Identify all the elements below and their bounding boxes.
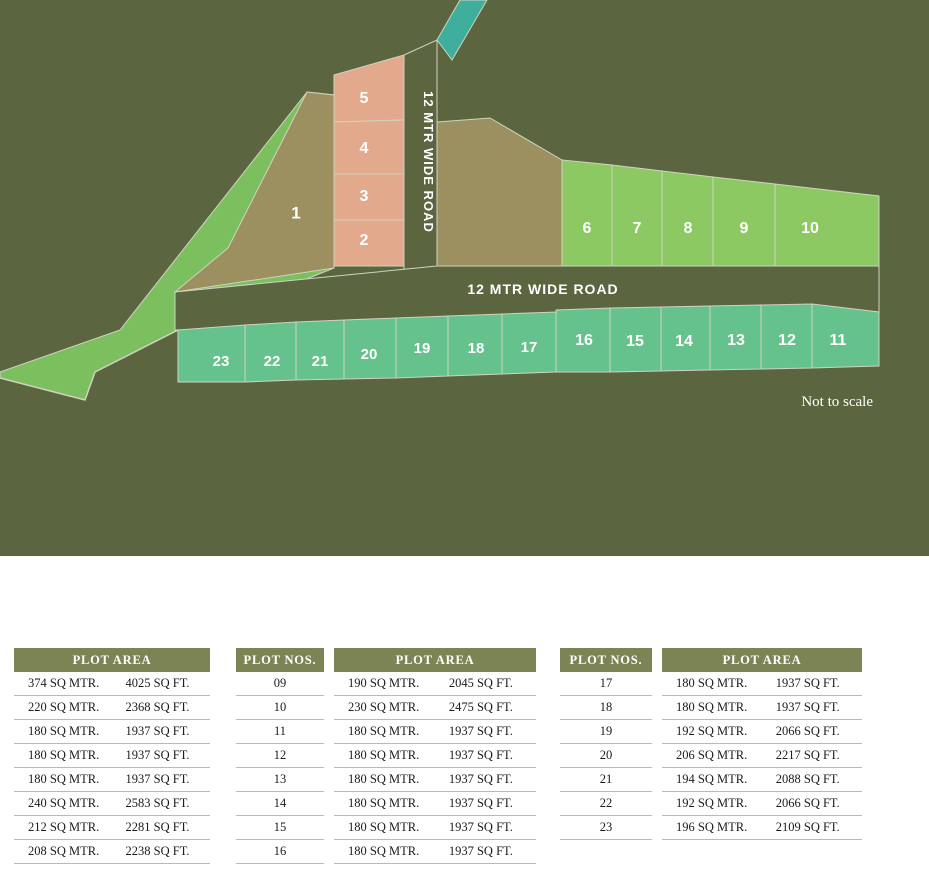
- plot-shape-7: [612, 165, 662, 266]
- plot-number-7[interactable]: 7: [632, 220, 642, 238]
- table-row: [14, 840, 210, 864]
- plot-number-17[interactable]: 17: [520, 338, 538, 356]
- plot-area-sqm: 194 SQ MTR.: [662, 768, 774, 792]
- plot-area-sqm: 208 SQ MTR.: [14, 840, 124, 864]
- road-label-horizontal: 12 MTR WIDE ROAD: [467, 281, 619, 297]
- plot-shape-21: [296, 320, 344, 380]
- plot-shape-6: [562, 160, 612, 266]
- plot-area-sqm: 180 SQ MTR.: [662, 672, 774, 696]
- plot-no: 19: [560, 720, 652, 744]
- plot-area-sqm: 180 SQ MTR.: [334, 744, 447, 768]
- table-row: [662, 792, 862, 816]
- plot-area-sqft: 1937 SQ FT.: [447, 768, 536, 792]
- table-row: [560, 720, 652, 744]
- table-body-4: [560, 672, 652, 840]
- plot-number-20[interactable]: 20: [360, 345, 378, 363]
- plot-area-sqft: 2281 SQ FT.: [124, 816, 210, 840]
- plot-area-sqft: 1937 SQ FT.: [447, 792, 536, 816]
- table-row: [334, 744, 536, 768]
- plot-area-sqft: 2045 SQ FT.: [447, 672, 536, 696]
- table-row: [236, 840, 324, 864]
- plot-number-9[interactable]: 9: [739, 220, 749, 238]
- plot-shape-23: [178, 325, 245, 382]
- plot-area-sqm: 180 SQ MTR.: [14, 768, 124, 792]
- plot-area-sqm: 180 SQ MTR.: [334, 720, 447, 744]
- table-row: [560, 744, 652, 768]
- plot-number-4[interactable]: 4: [359, 140, 369, 158]
- scale-note: Not to scale: [801, 394, 873, 410]
- table-row: [14, 744, 210, 768]
- table-body-3: [334, 672, 536, 864]
- plot-area-tables: [0, 556, 929, 888]
- plot-area-sqft: 1937 SQ FT.: [447, 720, 536, 744]
- table-row: [662, 744, 862, 768]
- plot-area-sqm: 180 SQ MTR.: [334, 816, 447, 840]
- table-row: [662, 696, 862, 720]
- table-row: [334, 720, 536, 744]
- plot-area-sqft: 2583 SQ FT.: [124, 792, 210, 816]
- plot-number-13[interactable]: 13: [727, 332, 745, 350]
- plot-area-sqm: 230 SQ MTR.: [334, 696, 447, 720]
- table-row: [560, 816, 652, 840]
- table-row: [236, 816, 324, 840]
- plot-no: 23: [560, 816, 652, 840]
- plot-number-1[interactable]: 1: [291, 203, 301, 223]
- plot-area-sqm: 220 SQ MTR.: [14, 696, 124, 720]
- table-row: [662, 672, 862, 696]
- plot-number-18[interactable]: 18: [467, 339, 485, 357]
- plot-number-22[interactable]: 22: [263, 352, 281, 370]
- table-header-plot-area: PLOT AREA: [14, 648, 210, 672]
- table-row: [560, 696, 652, 720]
- table-row: [236, 768, 324, 792]
- plot-no: 15: [236, 816, 324, 840]
- plot-no: 09: [236, 672, 324, 696]
- plot-no: 11: [236, 720, 324, 744]
- plot-number-15[interactable]: 15: [626, 333, 644, 351]
- table-plot-area-2: [334, 648, 536, 864]
- plot-number-14[interactable]: 14: [675, 333, 693, 351]
- plot-area-sqm: 212 SQ MTR.: [14, 816, 124, 840]
- plot-number-11[interactable]: 11: [829, 332, 847, 350]
- plot-area-sqft: 1937 SQ FT.: [124, 768, 210, 792]
- plot-area-sqm: 190 SQ MTR.: [334, 672, 447, 696]
- plot-no: 13: [236, 768, 324, 792]
- plot-number-5[interactable]: 5: [359, 90, 369, 108]
- plot-area-sqm: 180 SQ MTR.: [662, 696, 774, 720]
- plot-no: 17: [560, 672, 652, 696]
- table-plot-area-3: [662, 648, 862, 840]
- table-plot-nos-2: [560, 648, 652, 840]
- table-row: [334, 816, 536, 840]
- table-row: [662, 816, 862, 840]
- table-body-2: [236, 672, 324, 864]
- table-plot-area-1: [14, 648, 210, 864]
- table-body-1: [14, 672, 210, 864]
- plot-no: 18: [560, 696, 652, 720]
- table-row: [236, 720, 324, 744]
- table-row: [14, 768, 210, 792]
- plot-area-sqm: 206 SQ MTR.: [662, 744, 774, 768]
- table-row: [560, 792, 652, 816]
- table-body-5: [662, 672, 862, 840]
- plot-number-3[interactable]: 3: [359, 188, 369, 206]
- table-row: [14, 720, 210, 744]
- plot-area-sqft: 1937 SQ FT.: [124, 744, 210, 768]
- plot-area-sqm: 240 SQ MTR.: [14, 792, 124, 816]
- plot-area-sqm: 192 SQ MTR.: [662, 720, 774, 744]
- table-header-plot-area: PLOT AREA: [662, 648, 862, 672]
- table-row: [662, 768, 862, 792]
- plot-area-sqm: 180 SQ MTR.: [334, 840, 447, 864]
- plot-no: 21: [560, 768, 652, 792]
- table-row: [560, 672, 652, 696]
- plot-area-sqm: 192 SQ MTR.: [662, 792, 774, 816]
- plot-number-23[interactable]: 23: [212, 352, 230, 370]
- table-row: [334, 840, 536, 864]
- plot-area-sqft: 2475 SQ FT.: [447, 696, 536, 720]
- table-header-plot-nos: PLOT NOS.: [560, 648, 652, 672]
- plot-number-2[interactable]: 2: [359, 232, 369, 250]
- plot-number-8[interactable]: 8: [683, 220, 693, 238]
- table-row: [662, 720, 862, 744]
- plot-shape-8: [662, 171, 713, 266]
- table-row: [14, 816, 210, 840]
- plot-area-sqft: 1937 SQ FT.: [447, 744, 536, 768]
- table-row: [334, 672, 536, 696]
- table-row: [334, 696, 536, 720]
- plot-number-12[interactable]: 12: [778, 332, 796, 350]
- table-row: [334, 792, 536, 816]
- table-row: [236, 792, 324, 816]
- table-row: [560, 768, 652, 792]
- plot-no: 16: [236, 840, 324, 864]
- plot-no: 14: [236, 792, 324, 816]
- plot-number-6[interactable]: 6: [582, 220, 592, 238]
- plot-area-sqm: 374 SQ MTR.: [14, 672, 124, 696]
- plot-area-sqm: 180 SQ MTR.: [334, 792, 447, 816]
- table-row: [14, 792, 210, 816]
- plot-shape-2: [334, 220, 404, 266]
- plot-number-19[interactable]: 19: [413, 339, 431, 357]
- table-row: [14, 672, 210, 696]
- plot-area-sqft: 2066 SQ FT.: [774, 720, 862, 744]
- plot-shape-10: [775, 184, 879, 266]
- plot-area-sqft: 2109 SQ FT.: [774, 816, 862, 840]
- table-row: [236, 696, 324, 720]
- plot-area-sqft: 1937 SQ FT.: [124, 720, 210, 744]
- plot-area-sqft: 1937 SQ FT.: [774, 696, 862, 720]
- plot-area-sqm: 180 SQ MTR.: [14, 720, 124, 744]
- road-label-vertical: 12 MTR WIDE ROAD: [421, 91, 436, 233]
- plot-area-sqft: 2217 SQ FT.: [774, 744, 862, 768]
- table-row: [236, 672, 324, 696]
- plot-shape-4: [334, 120, 404, 174]
- plot-area-sqft: 2238 SQ FT.: [124, 840, 210, 864]
- table-header-plot-area: PLOT AREA: [334, 648, 536, 672]
- plot-shape-3: [334, 174, 404, 220]
- plot-area-sqft: 2088 SQ FT.: [774, 768, 862, 792]
- table-row: [14, 696, 210, 720]
- plot-area-sqft: 4025 SQ FT.: [124, 672, 210, 696]
- plot-area-sqft: 1937 SQ FT.: [447, 840, 536, 864]
- plot-area-sqft: 2368 SQ FT.: [124, 696, 210, 720]
- plot-area-sqm: 180 SQ MTR.: [334, 768, 447, 792]
- plot-number-16[interactable]: 16: [575, 332, 593, 350]
- plot-area-sqm: 196 SQ MTR.: [662, 816, 774, 840]
- plot-no: 20: [560, 744, 652, 768]
- table-row: [334, 768, 536, 792]
- plot-area-sqft: 2066 SQ FT.: [774, 792, 862, 816]
- plot-area-sqm: 180 SQ MTR.: [14, 744, 124, 768]
- table-header-plot-nos: PLOT NOS.: [236, 648, 324, 672]
- plot-area-sqft: 1937 SQ FT.: [447, 816, 536, 840]
- plot-no: 22: [560, 792, 652, 816]
- plot-area-sqft: 1937 SQ FT.: [774, 672, 862, 696]
- table-plot-nos-1: [236, 648, 324, 864]
- plot-no: 12: [236, 744, 324, 768]
- plot-number-21[interactable]: 21: [311, 352, 329, 370]
- table-row: [236, 744, 324, 768]
- plot-number-10[interactable]: 10: [801, 220, 819, 238]
- plot-no: 10: [236, 696, 324, 720]
